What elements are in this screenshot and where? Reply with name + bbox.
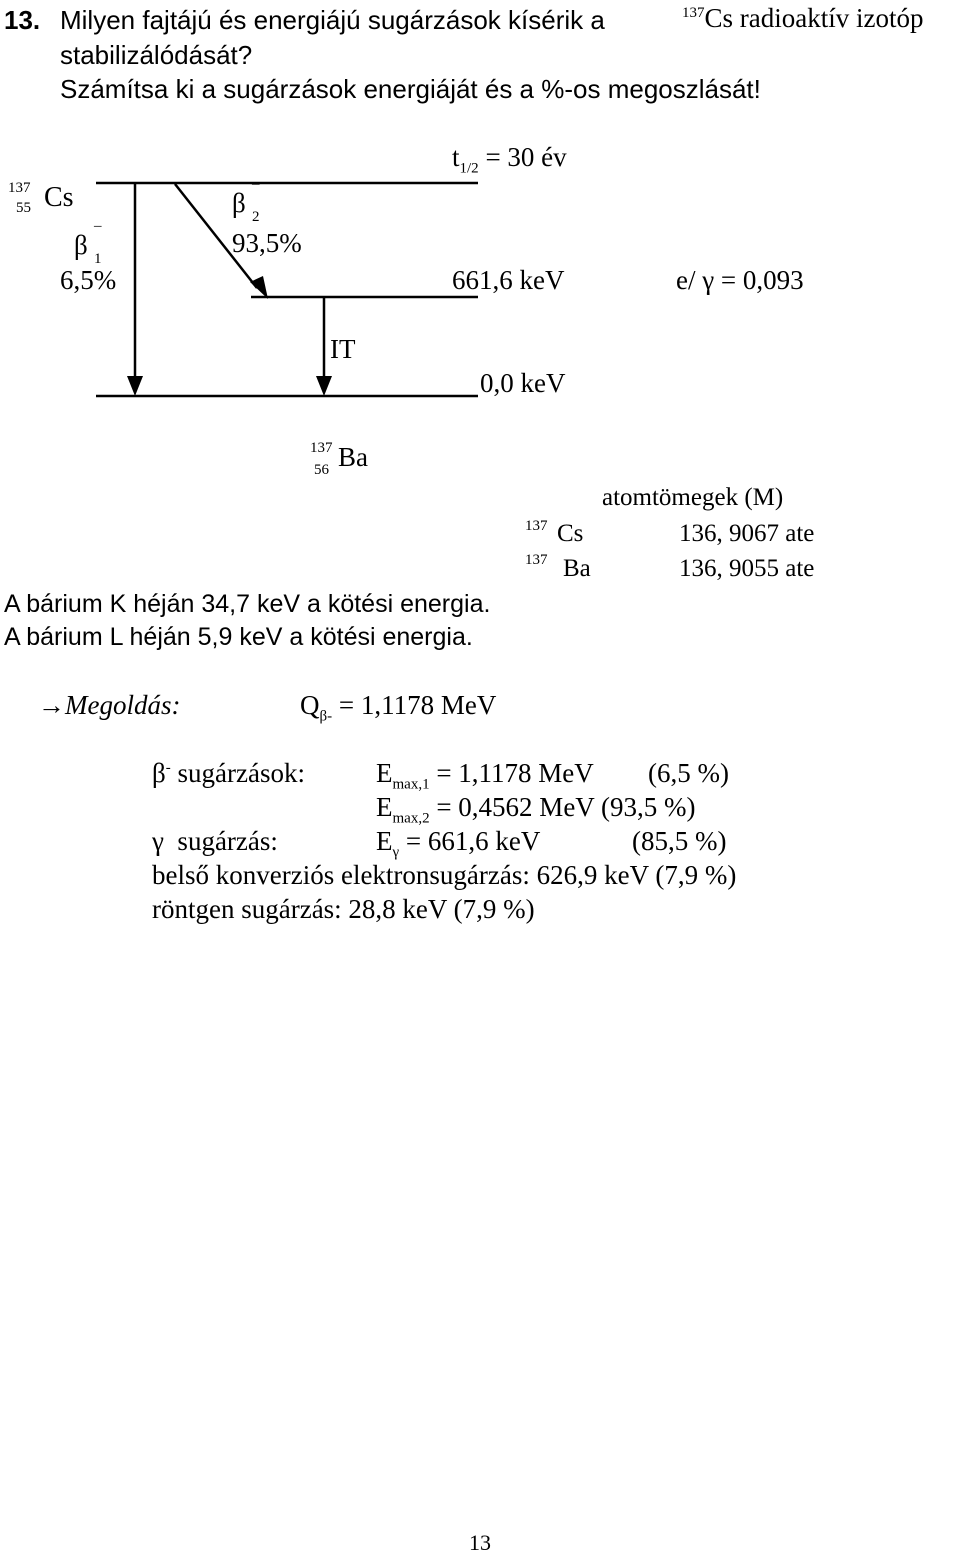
emax1-percent: (6,5 %) [648, 758, 729, 788]
half-life-sub: 1/2 [459, 160, 479, 177]
solution-arrow: → [38, 690, 65, 720]
beta2-arrowhead [250, 276, 268, 299]
conversion-electrons: belső konverziós elektronsugárzás: 626,9 keV (7,9 %) [152, 860, 737, 890]
emax1: $E_{max,1} = 1,1178$ MeV [376, 758, 594, 793]
daughter-z: 56 [314, 462, 329, 478]
beta2-sub: 2 [252, 209, 260, 225]
it-label: IT [330, 334, 356, 364]
emax2: $E_{max,2} = 0,4562$ MeV (93,5 %) [376, 792, 696, 827]
beta-text: sugárzások: [177, 758, 305, 788]
beta1-percent: 6,5% [60, 265, 117, 295]
question-line-3: Számítsa ki a sugárzások energiáját és a %-os megoszlását! [60, 74, 761, 104]
emax2-sub: max,2 [392, 810, 430, 827]
binding-l-shell: A bárium L héján 5,9 keV a kötési energia. [4, 623, 473, 651]
emax1-value: = 1,1178 MeV [436, 758, 594, 788]
mass-row-ba [525, 552, 845, 582]
mass-row-ba-mass: 137 [525, 552, 548, 568]
parent-mass: 137 [8, 180, 31, 196]
parent-symbol: Cs [44, 182, 74, 213]
masses-header: atomtömegek (M) [602, 484, 784, 511]
mass-row-ba-value: 136, 9055 ate [679, 555, 815, 582]
question-element: Cs [704, 3, 734, 33]
mass-row-cs-mass: 137 [525, 518, 548, 534]
beta-sup: - [165, 760, 171, 776]
emax2-value: = 0,4562 MeV (93,5 %) [436, 792, 696, 822]
mass-row-ba-symbol: Ba [563, 555, 591, 582]
gamma-label: γ sugárzás: [152, 826, 278, 856]
q-value-text: = 1,1178 MeV [338, 690, 497, 720]
beta1-label: β 1 – [74, 218, 102, 267]
question-number: 13. [4, 5, 41, 35]
page-number: 13 [469, 1530, 491, 1555]
half-life-value: = 30 év [485, 142, 567, 172]
question-mass-number: 137 [682, 5, 705, 21]
parent-z: 55 [16, 200, 31, 216]
beta2-sup: – [252, 176, 260, 192]
q-value: $Q_{\beta-} = 1,1178$ MeV [300, 690, 497, 725]
parent-nuclide [6, 180, 86, 220]
beta2-label: β 2 – [232, 176, 260, 225]
solution-label: Megoldás: [65, 690, 181, 720]
conversion-ratio: e/ γ = 0,093 [676, 265, 804, 295]
it-arrowhead [316, 376, 332, 396]
beta1-sup: – [94, 218, 102, 234]
daughter-mass: 137 [310, 440, 333, 456]
mass-row-cs [525, 518, 845, 548]
egamma: $E_\gamma = 661,6$ keV [376, 826, 541, 861]
daughter-nuclide [308, 440, 388, 480]
ground-level-energy: 0,0 keV [480, 368, 566, 398]
xray-radiation: röntgen sugárzás: 28,8 keV (7,9 %) [152, 894, 535, 924]
binding-k-shell: A bárium K héján 34,7 keV a kötési energia. [4, 590, 491, 618]
question-text-b: radioaktív izotóp [739, 3, 924, 33]
question-line-2: stabilizálódását? [60, 40, 253, 70]
half-life: $t_{1/2} = 30$ év [452, 142, 567, 177]
beta1-sub: 1 [94, 251, 102, 267]
egamma-value: = 661,6 keV [405, 826, 541, 856]
egamma-percent: (85,5 %) [632, 826, 727, 856]
q-sub: β- [319, 708, 333, 725]
beta-radiation-label: β- sugárzások: [152, 758, 305, 788]
solution-heading [38, 690, 180, 721]
egamma-sub: γ [392, 844, 400, 861]
daughter-symbol: Ba [338, 442, 368, 472]
excited-level-energy: 661,6 keV [452, 265, 565, 295]
beta2-percent: 93,5% [232, 228, 302, 258]
emax1-sub: max,1 [392, 776, 430, 793]
mass-row-cs-value: 136, 9067 ate [679, 520, 815, 547]
question-text-a: Milyen fajtájú és energiájú sugárzások kísérik a [60, 5, 605, 35]
beta1-arrowhead [127, 376, 143, 396]
mass-row-cs-symbol: Cs [557, 520, 584, 547]
